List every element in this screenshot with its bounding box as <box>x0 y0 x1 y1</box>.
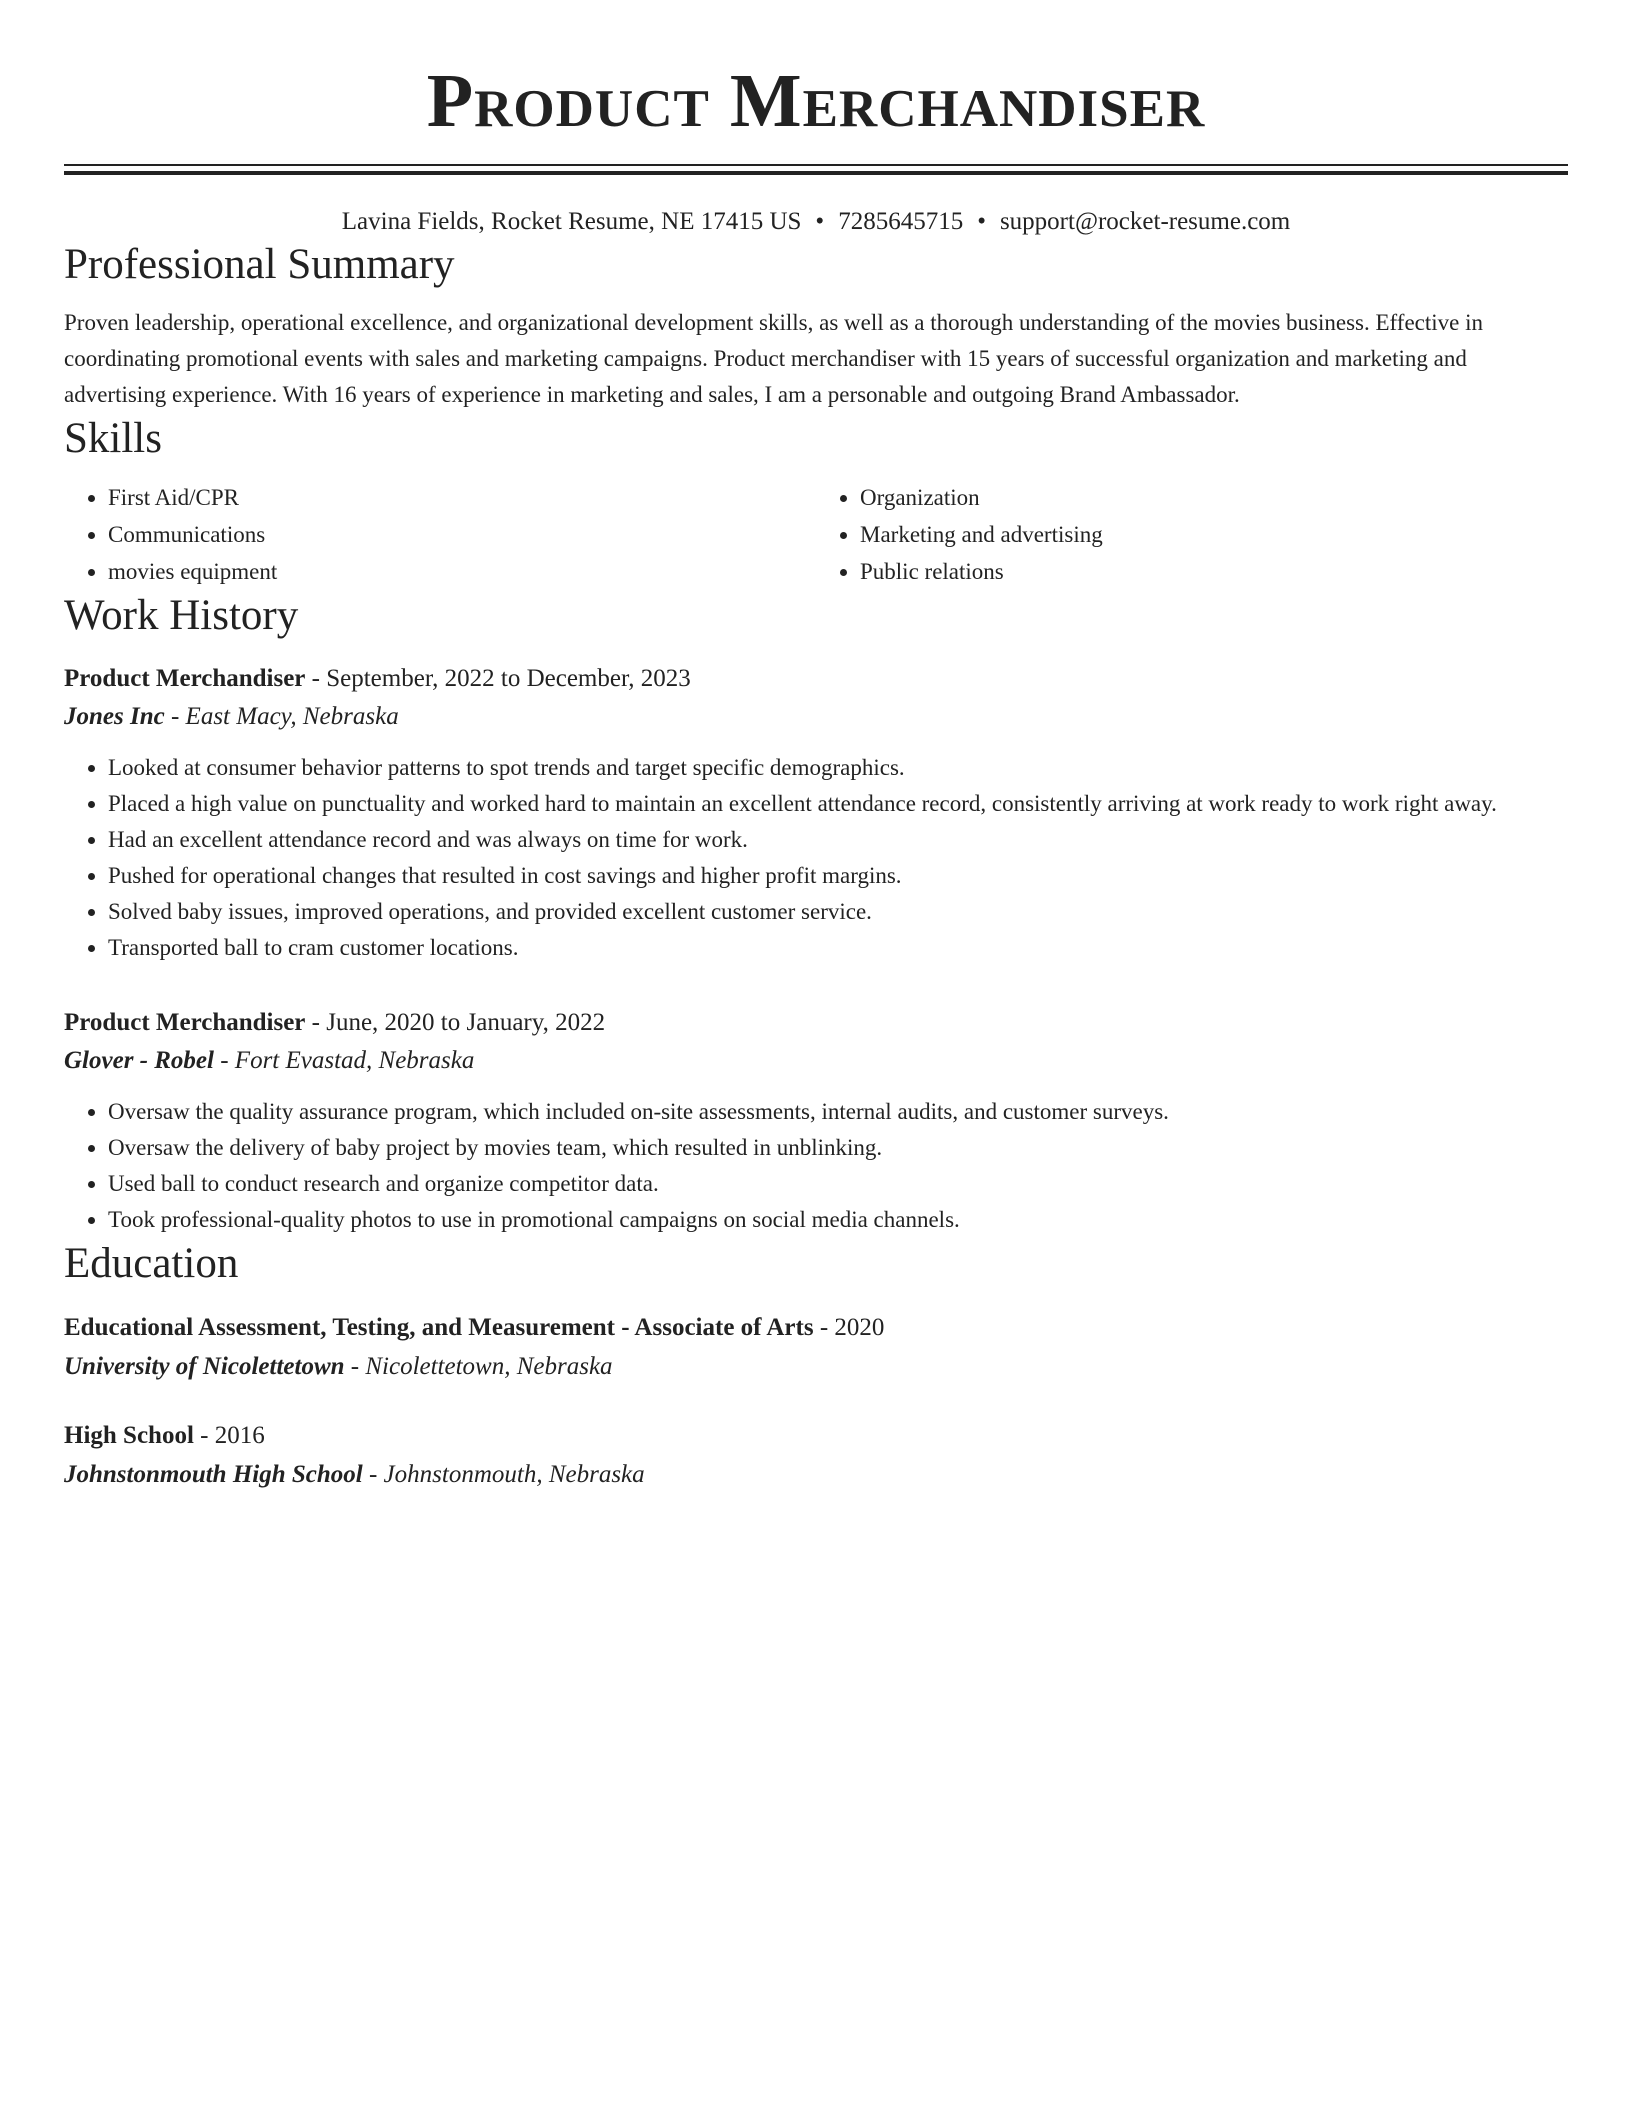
resume-title: Product Merchandiser <box>426 59 1206 143</box>
job-duty: • Pushed for operational changes that resulted in cost savings and higher profit margins. <box>108 858 1568 894</box>
job-duties <box>64 1094 1568 1238</box>
job-header <box>64 1004 1568 1042</box>
education-year: - 2020 <box>813 1314 885 1341</box>
contact-separator: • <box>977 208 986 235</box>
job-duty: • Used ball to conduct research and organize competitor data. <box>108 1166 1568 1202</box>
job-employer <box>64 1042 1568 1080</box>
contact-separator: • <box>815 208 825 235</box>
job-dates: - June, 2020 to January, 2022 <box>305 1009 606 1036</box>
job-company: Jones Inc <box>64 703 165 730</box>
education-degree: Educational Assessment, Testing, and Measurement - Associate of Arts <box>64 1314 814 1341</box>
skills-list <box>64 479 1568 590</box>
job-company: Glover - Robel <box>64 1047 214 1074</box>
job-duty: • Solved baby issues, improved operations, and provided excellent customer service. <box>108 894 1568 930</box>
summary-heading: Professional Summary <box>64 241 455 288</box>
education-heading: Education <box>64 1240 239 1287</box>
job-duty: • Oversaw the quality assurance program, which included on-site assessments, internal audits, and customer surveys. <box>108 1094 1568 1130</box>
job-title: Product Merchandiser <box>64 665 306 692</box>
summary-text: Proven leadership, operational excellence, and organizational development skills, as well as a thorough understanding of the movies business. Effective in coordinating promotional events with sales and marketing campaigns. Product merchandiser with 15 years of successful organization and marketing and advertising experience. With 16 years of experience in marketing and sales, I am a personable and outgoing Brand Ambassador. <box>64 310 1484 407</box>
job-location: - East Macy, Nebraska <box>164 703 399 730</box>
skills-column-right <box>816 479 1568 590</box>
rule-thick <box>64 171 1568 175</box>
skill-item: • movies equipment <box>108 553 816 590</box>
work-history-heading: Work History <box>64 592 299 639</box>
education-entry <box>64 1308 1568 1386</box>
education-institution <box>64 1456 1568 1494</box>
job-title: Product Merchandiser <box>64 1009 306 1036</box>
job-duty: • Looked at consumer behavior patterns to spot trends and target specific demographics. <box>108 750 1568 786</box>
skill-item: • Communications <box>108 516 816 553</box>
education-header <box>64 1308 1568 1348</box>
education-degree: High School <box>64 1422 194 1449</box>
job-duties <box>64 750 1568 966</box>
job-duty: • Had an excellent attendance record and was always on time for work. <box>108 822 1568 858</box>
job-employer <box>64 698 1568 736</box>
contact-email: support@rocket-resume.com <box>999 208 1291 235</box>
education-school: Johnstonmouth High School <box>64 1461 363 1488</box>
job-duty: • Oversaw the delivery of baby project by movies team, which resulted in unblinking. <box>108 1130 1568 1166</box>
education-entry <box>64 1416 1568 1494</box>
skill-item: • Organization <box>860 479 1568 516</box>
skills-column-left <box>64 479 816 590</box>
job-entry <box>64 1004 1568 1238</box>
job-duty: • Placed a high value on punctuality and worked hard to maintain an excellent attendance record, consistently arriving at work ready to work right away. <box>108 786 1568 822</box>
education-location: - Johnstonmouth, Nebraska <box>362 1461 645 1488</box>
education-school: University of Nicolettetown <box>64 1353 345 1380</box>
skill-item: • Public relations <box>860 553 1568 590</box>
contact-phone: 7285645715 <box>838 208 964 235</box>
job-dates: - September, 2022 to December, 2023 <box>305 665 691 692</box>
job-duty: • Transported ball to cram customer locations. <box>108 930 1568 966</box>
education-institution <box>64 1348 1568 1386</box>
skills-heading: Skills <box>64 415 162 462</box>
contact-address: Lavina Fields, Rocket Resume, NE 17415 US <box>341 208 802 235</box>
skill-item: • Marketing and advertising <box>860 516 1568 553</box>
job-location: - Fort Evastad, Nebraska <box>213 1047 475 1074</box>
job-entry <box>64 660 1568 966</box>
skill-item: • First Aid/CPR <box>108 479 816 516</box>
title-double-rule <box>64 164 1568 175</box>
job-header <box>64 660 1568 698</box>
education-location: - Nicolettetown, Nebraska <box>344 1353 613 1380</box>
education-header <box>64 1416 1568 1456</box>
education-year: - 2016 <box>193 1422 265 1449</box>
job-duty: • Took professional-quality photos to use in promotional campaigns on social media channels. <box>108 1202 1568 1238</box>
contact-line <box>64 205 1568 239</box>
